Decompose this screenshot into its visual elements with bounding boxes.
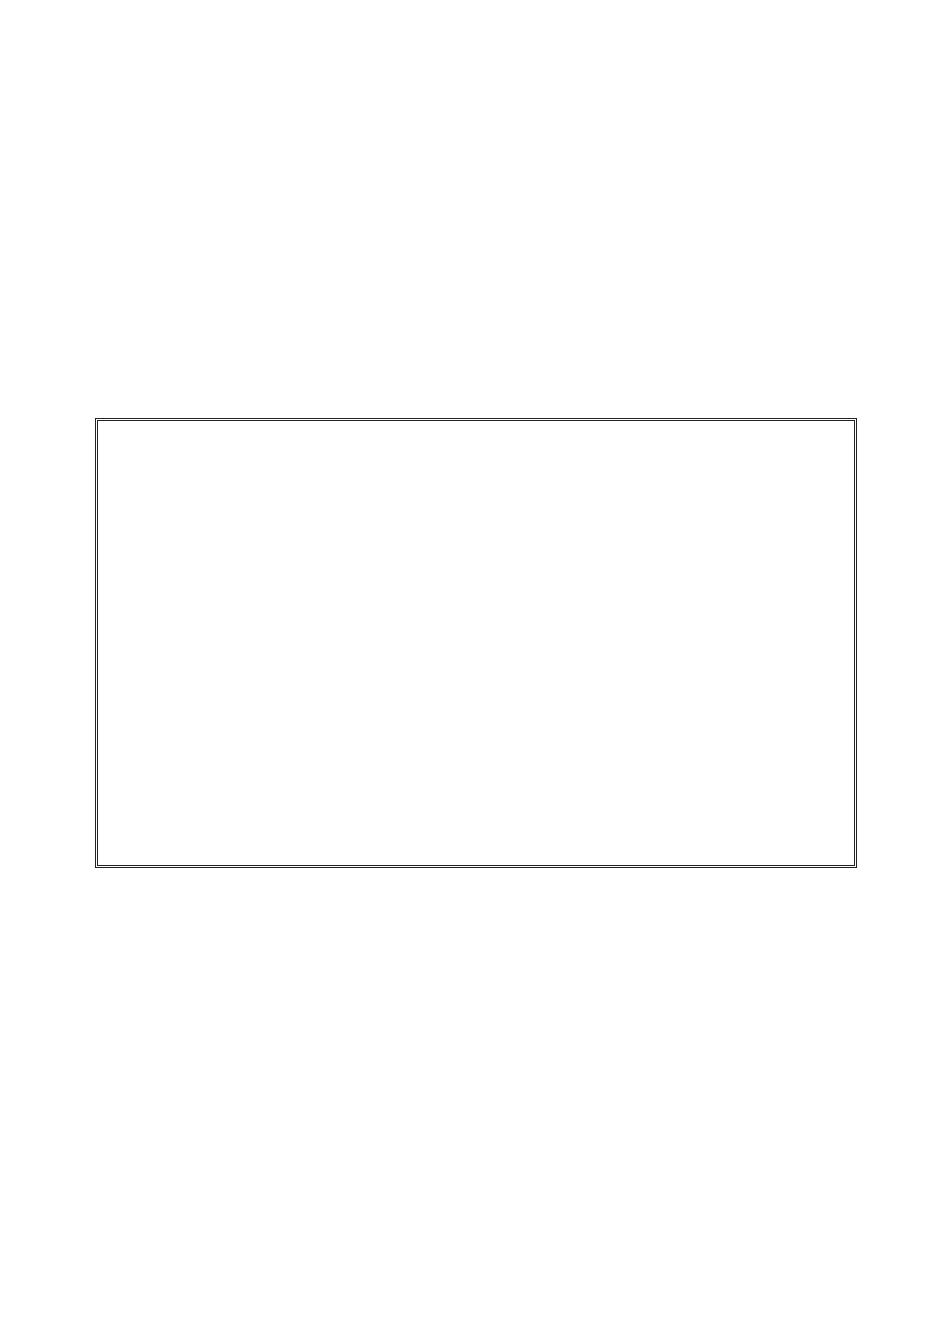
area-rules-table: [95, 418, 857, 868]
